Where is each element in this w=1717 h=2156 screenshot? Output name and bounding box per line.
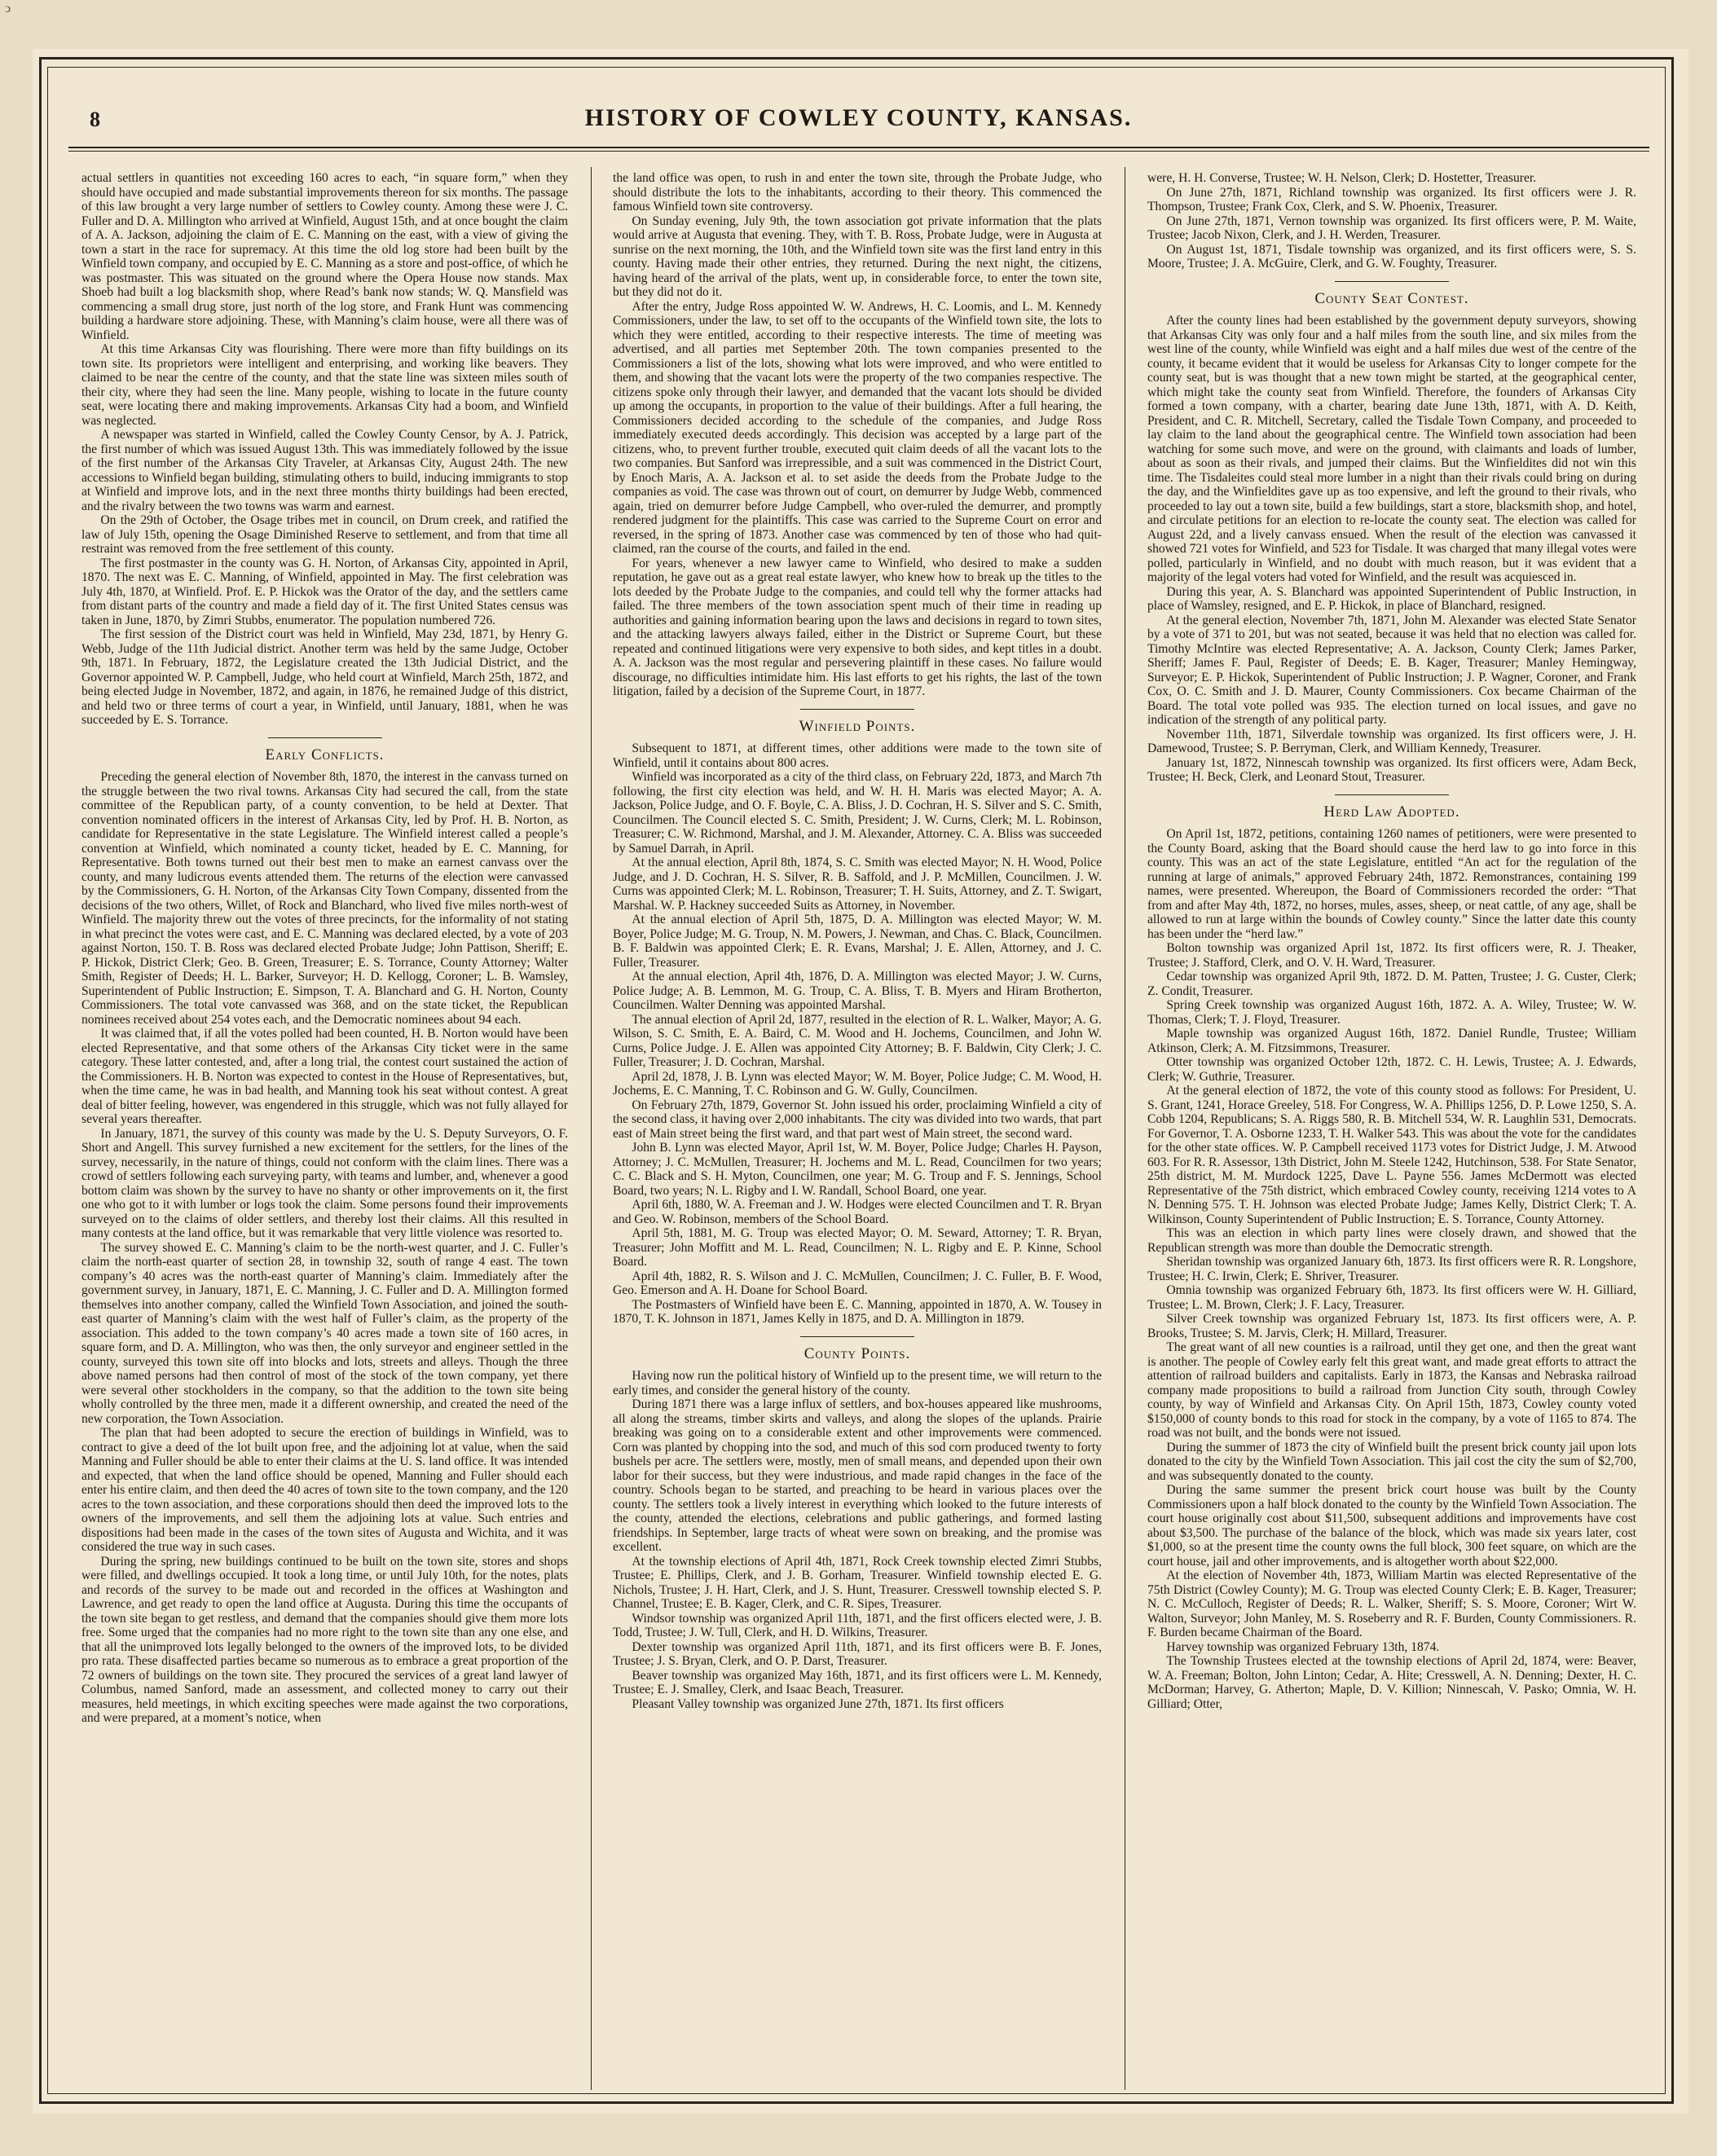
paragraph: At the general election of 1872, the vote of this county stood as follows: For President, U. S. Grant, 1241, Horace Greeley, 518. For Congress, W. A. Phillips 1256, D. P. Lowe 1250, S. A. Cobb 1204, Republicans; S. A. Riggs 580, R. B. Mitchell 534, W. R. Laughlin 531, Democrats. For Governor, T. A. Osborne 1233, T. H. Walker 543. This was about the vote for the candidates for the other state offices. W. P. Campbell received 1173 votes for District Judge, J. M. Atwood 603. For R. R. Assessor, 13th District, John M. Steele 1242, Hutchinson, 538. For State Senator, 25th district, M. M. Murdock 1225, Dave L. Payne 556. James McDermott was elected Representative of the 75th district, which embraced Cowley county, receiving 1214 votes to A N. Denning 575. T. H. Johnson was elected Probate Judge; James Kelly, District Clerk; T. A. Wilkinson, County Superintendent of Public Instruction; E. S. Torrance, County Attorney. bbox=[1147, 1084, 1636, 1226]
paragraph: Windsor township was organized April 11th, 1871, and the first officers elected were, J. B. Todd, Trustee; J. W. Tull, Clerk, and H. D. Wilkins, Treasurer. bbox=[613, 1611, 1102, 1639]
paragraph: At the election of November 4th, 1873, William Martin was elected Representative of the 75th District (Cowley County); M. G. Troup was elected County Clerk; E. B. Kager, Treasurer; N. C. McCulloch, Register of Deeds; R. L. Walker, Sheriff; S. S. Moore, Coroner; Wirt W. Walton, Surveyor; John Manley, M. S. Roseberry and R. F. Burden, County Commissioners. R. F. Burden became Chairman of the Board. bbox=[1147, 1569, 1636, 1639]
header-rule-thin bbox=[68, 151, 1649, 152]
section-heading: Early Conflicts. bbox=[265, 746, 385, 763]
paragraph: During the same summer the present brick court house was built by the County Commissioners upon a half block donated to the county by the Winfield Town Association. The court house originally cost about $11,500, subsequent additions and improvements have cost about $3,500. The purchase of the balance of the block, which was made six years later, cost $1,000, so at the present time the county owns the full block, 300 feet square, on which are the court house, jail and other improvements, and is altogether worth about $22,000. bbox=[1147, 1483, 1636, 1569]
paragraph: After the county lines had been established by the government deputy surveyors, showing that Arkansas City was only four and a half miles from the south line, and six miles from the west line of the county, while Winfield was eight and a half miles due west of the centre of the county, it became evident that it would be useless for Arkansas City to longer compete for the county seat, but is was thought that a new town might be started, at the geographical center, which might take the county seat from Winfield. Therefore, the founders of Arkansas City formed a town company, with a charter, bearing date June 13th, 1871, with A. D. Keith, President, and C. R. Mitchell, Secretary, called the Tisdale Town Company, and proceeded to lay claim to the land about the geographical centre. The Winfield town association had been watching for some such move, and were on the ground, with claimants and loads of lumber, about as soon as their rivals, and jumped their claims. But the Winfieldites did not win this time. The Tisdaleites could steal more lumber in a night than their rivals could bring on during the day, and the Winfieldites gave up as too expensive, and left the ground to their rivals, who proceeded to lay out a town site, build a few buildings, start a store, blacksmith shop, and hotel, and circulate petitions for an election to re-locate the county seat. The election was called for August 22d, and a lively canvass ensued. When the result of the election was canvassed it showed 721 votes for Winfield, and 523 for Tisdale. It was charged that many illegal votes were polled, particularly in Winfield, and no doubt with much reason, but it was evident that a majority of the legal voters had voted for Winfield, and the result was acquiesced in. bbox=[1147, 314, 1636, 584]
page-title: HISTORY OF COWLEY COUNTY, KANSAS. bbox=[584, 104, 1133, 131]
paragraph: actual settlers in quantities not exceeding 160 acres to each, “in square form,” when they should have occupied and made substantial improvements thereon for six months. The passage of this law brought a very large number of settlers to Cowley county. Among these were J. C. Fuller and D. A. Millington who arrived at Winfield, August 15th, and at once bought the claim of A. A. Jackson, adjoining the claim of E. C. Manning on the east, with a view of giving the town a start in the race for supremacy. At this time the old log store had been built by the Winfield town company, and occupied by E. C. Manning as a store and post-office, of which he was postmaster. This was situated on the ground where the Opera House now stands. Max Shoeb had built a log blacksmith shop, where Read’s bank now stands; W. Q. Mansfield was commencing a small drug store, just north of the log store, and Frank Hunt was commencing building a hardware store adjoining. These, with Manning’s claim house, were all there was of Winfield. bbox=[81, 171, 568, 342]
paragraph: Subsequent to 1871, at different times, other additions were made to the town site of Winfield, until it contains about 800 acres. bbox=[613, 741, 1102, 770]
paragraph: Winfield was incorporated as a city of the third class, on February 22d, 1873, and March 7th following, the first city election was held, and W. H. H. Maris was elected Mayor; A. A. Jackson, Police Judge, and O. F. Boyle, C. A. Bliss, J. D. Cochran, H. S. Silver and S. C. Smith, Councilmen. The Council elected S. C. Smith, President; J. W. Curns, Clerk; M. L. Robinson, Treasurer; C. W. Richmond, Marshal, and J. M. Alexander, Attorney. C. A. Bliss was succeeded by Samuel Darrah, in April. bbox=[613, 770, 1102, 856]
paragraph: Pleasant Valley township was organized June 27th, 1871. Its first officers bbox=[632, 1696, 1004, 1711]
section-rule bbox=[800, 1336, 914, 1337]
paragraph: A newspaper was started in Winfield, called the Cowley County Censor, by A. J. Patrick, the first number of which was issued August 13th. This was immediately followed by the issue of the first number of the Arkansas City Traveler, at Arkansas City, August 24th. The new accessions to Winfield began building, stimulating others to build, inducing immigrants to stop at Winfield and improve lots, and in the next three months thirty buildings had been erected, and the rivalry between the two towns was warm and earnest. bbox=[81, 428, 568, 513]
paragraph: On the 29th of October, the Osage tribes met in council, on Drum creek, and ratified the law of July 15th, opening the Osage Diminished Reserve to settlement, and from that time all restraint was removed from the free settlement of this county. bbox=[81, 513, 568, 556]
paragraph: The annual election of April 2d, 1877, resulted in the election of R. L. Walker, Mayor; A. G. Wilson, S. C. Smith, E. A. Baird, C. M. Wood and H. Jochems, Councilmen, and John W. Curns, Police Judge. J. E. Allen was appointed City Attorney; B. F. Baldwin, City Clerk; J. C. Fuller, Treasurer; J. D. Cochran, Marshal. bbox=[613, 1012, 1102, 1069]
paragraph: Preceding the general election of November 8th, 1870, the interest in the canvass turned on the struggle between the two rival towns. Arkansas City had secured the call, from the state committee of the Republican party, of a county convention, to be held at Dexter. That convention nominated officers in the interest of Arkansas City, led by Prof. H. B. Norton, as candidate for Representative in the state Legislature. The Winfield interest called a people’s convention at Winfield, which nominated a county ticket, headed by E. C. Manning, for Representative. Both towns turned out their best men to make an earnest canvass over the county, and many ludicrous events attended them. The returns of the election were canvassed by the Commissioners, G. H. Norton, of the Arkansas City Town Company, dissented from the decisions of the two others, Willet, of Rock and Blanchard, who lived five miles north-west of Winfield. The majority threw out the votes of three precincts, for the informality of not stating in what precinct the votes were cast, and E. C. Manning was declared elected, by a vote of 203 against Norton, 150. T. B. Ross was declared elected Probate Judge; John Pattison, Sheriff; E. P. Hickok, District Clerk; Geo. B. Green, Treasurer; E. S. Torrance, County Attorney; Walter Smith, Register of Deeds; H. L. Barker, Surveyor; H. D. Kellogg, Coroner; L. B. Wamsley, Superintendent of Public Instruction; E. Simpson, T. A. Blanchard and G. H. Norton, County Commissioners. The total vote canvassed was 368, and on the state ticket, the Republican nominees received about 254 votes each, and the Democratic nominees about 94 each. bbox=[81, 770, 568, 1027]
section-heading: County Seat Contest. bbox=[1314, 289, 1469, 307]
section-heading: Herd Law Adopted. bbox=[1323, 803, 1460, 821]
paragraph: During 1871 there was a large influx of settlers, and box-houses appeared like mushrooms, all along the streams, timber skirts and valleys, and along the slopes of the uplands. Prairie breaking was going on to a considerable extent and other improvements were commenced. Corn was planted by chopping into the sod, and much of this sod corn produced twenty to forty bushels per acre. The settlers were, mostly, men of small means, and depended upon their own labor for their success, but they were industrious, and made rapid changes in the face of the country. Schools began to be started, and preaching to be heard in various places over the county. The settlers took a lively interest in everything which looked to the future interests of the county, attended the elections, celebrations and public gatherings, and formed lasting friendships. In September, large tracts of wheat were sown on breaking, and the promise was excellent. bbox=[613, 1397, 1102, 1554]
paragraph: The Township Trustees elected at the township elections of April 2d, 1874, were: Beaver, W. A. Freeman; Bolton, John Linton; Cedar, A. Hite; Cresswell, A. N. Denning; Dexter, H. C. McDorman; Harvey, G. Atherton; Maple, D. V. Killion; Ninnescah, V. Pasko; Omnia, W. H. Gilliard; Otter, bbox=[1147, 1654, 1636, 1711]
paragraph: It was claimed that, if all the votes polled had been counted, H. B. Norton would have been elected Representative, and that some others of the Arkansas City ticket were in the same category. These latter contested, and, after a long trial, the contest court sustained the action of the Commissioners. H. B. Norton was expected to contest in the House of Representatives, but, when the time came, he was in bad health, and Manning took his seat without contest. A great deal of bitter feeling, however, was engendered in this struggle, which was not fully allayed for several years thereafter. bbox=[81, 1027, 568, 1126]
paragraph: For years, whenever a new lawyer came to Winfield, who desired to make a sudden reputation, he gave out as a great real estate lawyer, who knew how to break up the titles to the lots deeded by the Probate Judge to the companies, and could tell why the former attacks had failed. The three members of the town association spent much of their time in reading up authorities and gaining information bearing upon the laws and decisions in regard to town sites, and the attacking lawyers always failed, either in the District or Supreme Court, but these repeated and continued litigations were very expensive to both sides, and kept titles in a doubt. A. A. Jackson was the most regular and persevering plaintiff in these cases. No failure would discourage, no difficulties intimidate him. His last efforts to get his rights, the last of the town litigation, failed by a decision of the Supreme Court, in 1877. bbox=[613, 556, 1102, 698]
paragraph: Having now run the political history of Winfield up to the present time, we will return to the early times, and consider the general history of the county. bbox=[613, 1369, 1102, 1397]
section-rule bbox=[800, 709, 914, 710]
paragraph: On June 27th, 1871, Vernon township was organized. Its first officers were, P. M. Waite, Trustee; Jacob Nixon, Clerk, and J. H. Werden, Treasurer. bbox=[1147, 213, 1636, 242]
paragraph: November 11th, 1871, Silverdale township was organized. Its first officers were, J. H. Damewood, Trustee; S. P. Berryman, Clerk, and William Kennedy, Treasurer. bbox=[1147, 727, 1636, 755]
paragraph: Omnia township was organized February 6th, 1873. Its first officers were W. H. Gilliard, Trustee; L. M. Brown, Clerk; J. F. Lacy, Treasurer. bbox=[1147, 1283, 1636, 1312]
paragraph: On April 1st, 1872, petitions, containing 1260 names of petitioners, were were presented to the County Board, asking that the Board should cause the herd law to go into force in this county. This was an act of the state Legislature, entitled “An act for the regulation of the running at large of animals,” approved February 24th, 1872. Remonstrances, containing 199 names, were presented. Whereupon, the Board of Commissioners recorded the order: “That from and after May 4th, 1872, no horses, mules, asses, sheep, or neat cattle, of any age, shall be allowed to run at large within the bounds of Cowley county.” Since the latter date this county has been under the “herd law.” bbox=[1147, 827, 1636, 941]
paragraph: Harvey township was organized February 13th, 1874. bbox=[1166, 1639, 1440, 1654]
paragraph: Bolton township was organized April 1st, 1872. Its first officers were, R. J. Theaker, Trustee; J. Stafford, Clerk, and O. V. H. Ward, Treasurer. bbox=[1147, 941, 1636, 970]
paragraph: were, H. H. Converse, Trustee; W. H. Nelson, Clerk; D. Hostetter, Treasurer. bbox=[1147, 171, 1537, 185]
paragraph: Silver Creek township was organized February 1st, 1873. Its first officers were, A. P. Brooks, Trustee; S. M. Jarvis, Clerk; H. Millard, Treasurer. bbox=[1147, 1312, 1636, 1340]
paragraph: This was an election in which party lines were closely drawn, and showed that the Republican strength was more than double the Democratic strength. bbox=[1147, 1226, 1636, 1255]
paragraph: Beaver township was organized May 16th, 1871, and its first officers were L. M. Kennedy, Trustee; E. J. Smalley, Clerk, and Isaac Beach, Treasurer. bbox=[613, 1668, 1102, 1696]
paragraph: On Sunday evening, July 9th, the town association got private information that the plats would arrive at Augusta that evening. They, with T. B. Ross, Probate Judge, were in Augusta at sunrise on the next morning, the 10th, and the Winfield town site was the first land entry in this county. Having made their other entries, they returned. During the next night, the citizens, having heard of the arrival of the plats, went up, in considerable force, to enter the town site, but they did not do it. bbox=[613, 213, 1102, 299]
section-heading: County Points. bbox=[803, 1344, 911, 1362]
section-rule bbox=[268, 737, 382, 738]
text-column-middle bbox=[613, 171, 1102, 2086]
paragraph: In January, 1871, the survey of this county was made by the U. S. Deputy Surveyors, O. F. Short and Angell. This survey furnished a new excitement for the settlers, for the lines of the survey, necessarily, in the nature of things, could not conform with the claim lines. There was a crowd of settlers following each surveying party, with teams and lumber, and, whenever a good bottom claim was shown by the survey to have no shanty or other improvements on it, the first one who got to it with lumber or logs took the claim. Some persons found their improvements surveyed on to the claims of older settlers, and thereby lost their claims. All this resulted in many contests at the land office, but it was remarkable that very little violence was resorted to. bbox=[81, 1126, 568, 1240]
paragraph: April 6th, 1880, W. A. Freeman and J. W. Hodges were elected Councilmen and T. R. Bryan and Geo. W. Robinson, members of the School Board. bbox=[613, 1198, 1102, 1226]
paragraph: Otter township was organized October 12th, 1872. C. H. Lewis, Trustee; A. J. Edwards, Clerk; W. Guthrie, Treasurer. bbox=[1147, 1055, 1636, 1084]
section-heading: Winfield Points. bbox=[799, 717, 916, 735]
paragraph: The Postmasters of Winfield have been E. C. Manning, appointed in 1870, A. W. Tousey in 1870, T. K. Johnson in 1871, James Kelly in 1875, and D. A. Millington in 1879. bbox=[613, 1297, 1102, 1326]
paragraph: On June 27th, 1871, Richland township was organized. Its first officers were J. R. Thompson, Trustee; Frank Cox, Clerk, and S. W. Phoenix, Treasurer. bbox=[1147, 185, 1636, 213]
paragraph: At the annual election, April 4th, 1876, D. A. Millington was elected Mayor; J. W. Curns, Police Judge; A. B. Lemmon, M. G. Troup, C. A. Bliss, T. B. Myers and Hiram Brotherton, Councilmen. Walter Denning was appointed Marshal. bbox=[613, 970, 1102, 1012]
paragraph: John B. Lynn was elected Mayor, April 1st, W. M. Boyer, Police Judge; Charles H. Payson, Attorney; J. C. McMullen, Treasurer; H. Jochems and M. L. Read, Councilmen for two years; C. C. Black and S. H. Myton, Councilmen, one year; M. G. Troup and F. S. Jennings, School Board, two years; N. L. Rigby and I. W. Randall, School Board, one year. bbox=[613, 1141, 1102, 1198]
paragraph: After the entry, Judge Ross appointed W. W. Andrews, H. C. Loomis, and L. M. Kennedy Commissioners, under the law, to set off to the occupants of the Winfield town site, the lots to which they were entitled, according to their respective interests. The time of meeting was advertised, and all parties met September 20th. The town companies presented to the Commissioners a list of the lots, showing what lots were improved, and who were entitled to them, and showing that the vacant lots were the property of the two companies respective. The citizens spoke only through their lawyer, and demanded that the vacant lots should be divided up among the occupants, in proportion to the value of their buildings. After a full hearing, the Commissioners decided according to the schedule of the companies, and Judge Ross immediately executed deeds accordingly. This decision was accepted by a large part of the citizens, who, to prevent further trouble, executed quit claim deeds of all the vacant lots to the two companies. But Sanford was irrepressible, and a suit was commenced in the District Court, by Enoch Maris, A. A. Jackson et al. to set aside the deeds from the Probate Judge to the companies as void. The case was thrown out of court, on demurrer by Judge Webb, commenced again, tried on demurrer before Judge Campbell, who over-ruled the demurrer, and promptly rendered judgment for the plaintiffs. This case was carried to the Supreme Court on error and reversed, in the spring of 1873. Another case was commenced by ten of those who had quit-claimed, ran the course of the courts, and failed in the end. bbox=[613, 299, 1102, 556]
section-rule bbox=[1335, 281, 1449, 282]
paragraph: April 4th, 1882, R. S. Wilson and J. C. McMullen, Councilmen; J. C. Fuller, B. F. Wood, Geo. Emerson and A. H. Doane for School Board. bbox=[613, 1269, 1102, 1297]
paragraph: On August 1st, 1871, Tisdale township was organized, and its first officers were, S. S. Moore, Trustee; J. A. McGuire, Clerk, and G. W. Foughty, Treasurer. bbox=[1147, 242, 1636, 271]
page-number: 8 bbox=[90, 108, 100, 131]
paragraph: During this year, A. S. Blanchard was appointed Superintendent of Public Instruction, in place of Wamsley, resigned, and E. P. Hickok, in place of Blanchard, resigned. bbox=[1147, 584, 1636, 613]
paragraph: During the spring, new buildings continued to be built on the town site, stores and shops were filled, and dwellings occupied. It took a long time, or until July 10th, for the notes, plats and records of the survey to be made out and recorded in the offices at Washington and Lawrence, and get ready to open the land office at Augusta. During this time the occupants of the town site began to get restless, and demand that the companies should give them more lots free. Some urged that the companies had no more right to the town site than any one else, and that all the unimproved lots legally belonged to the owners of the improved lots, to be divided pro rata. These disaffected parties became so numerous as to embrace a great proportion of the 72 owners of buildings on the town site. They procured the services of a great land lawyer of Columbus, named Sanford, made an assessment, and collected money to carry out their measures, held meetings, in which exciting speeches were made against the two corporations, and were prepared, at a moment’s notice, when bbox=[81, 1554, 568, 1725]
paragraph: Sheridan township was organized January 6th, 1873. Its first officers were R. R. Longshore, Trustee; H. C. Irwin, Clerk; E. Shriver, Treasurer. bbox=[1147, 1255, 1636, 1283]
paragraph: Spring Creek township was organized August 16th, 1872. A. A. Wiley, Trustee; W. W. Thomas, Clerk; T. J. Floyd, Treasurer. bbox=[1147, 998, 1636, 1027]
paragraph: the land office was open, to rush in and enter the town site, through the Probate Judge, who should distribute the lots to the inhabitants, according to their theory. This commenced the famous Winfield town site controversy. bbox=[613, 171, 1102, 213]
paragraph: April 2d, 1878, J. B. Lynn was elected Mayor; W. M. Boyer, Police Judge; C. M. Wood, H. Jochems, E. C. Manning, T. C. Robinson and G. W. Gully, Councilmen. bbox=[613, 1069, 1102, 1098]
text-column-right bbox=[1147, 171, 1636, 2086]
corner-mark: ↄ bbox=[5, 2, 11, 15]
paragraph: The first postmaster in the county was G. H. Norton, of Arkansas City, appointed in April, 1870. The next was E. C. Manning, of Winfield, appointed in May. The first celebration was July 4th, 1870, at Winfield. Prof. E. P. Hickok was the Orator of the day, and the settlers came from distant parts of the country and made a field day of it. The first United States census was taken in June, 1870, by Zimri Stubbs, enumerator. The population numbered 726. bbox=[81, 556, 568, 627]
paragraph: During the summer of 1873 the city of Winfield built the present brick county jail upon lots donated to the city by the Winfield Town Association. This jail cost the city the sum of $2,700, and was subsequently donated to the county. bbox=[1147, 1440, 1636, 1483]
paragraph: At this time Arkansas City was flourishing. There were more than fifty buildings on its town site. Its proprietors were intelligent and enterprising, and working like beavers. They claimed to be near the centre of the county, and that the state line was sixteen miles south of their city, where they had seen the line. Many people, wishing to locate in the future county seat, were locating there and making improvements. Arkansas City had a boom, and Winfield was neglected. bbox=[81, 342, 568, 428]
paragraph: The first session of the District court was held in Winfield, May 23d, 1871, by Henry G. Webb, Judge of the 11th Judicial district. Another term was held by the same Judge, October 9th, 1871. In February, 1872, the Legislature created the 13th Judicial District, and the Governor appointed W. P. Campbell, Judge, who held court at Winfield, March 25th, 1872, and being elected Judge in November, 1872, and again, in 1876, he remained Judge of this district, and held two or three terms of court a year, in Winfield, until January, 1881, when he was succeeded by E. S. Torrance. bbox=[81, 627, 568, 727]
paragraph: The survey showed E. C. Manning’s claim to be the north-west quarter, and J. C. Fuller’s claim the north-east quarter of section 28, in township 32, south of range 4 east. The town company’s 40 acres was the north-east quarter of Manning’s claim. Immediately after the government survey, in January, 1871, E. C. Manning, J. C. Fuller and D. A. Millington formed themselves into another company, called the Winfield Town Association, and joined the south-east quarter of Manning’s claim with the west half of Fuller’s claim, as the property of the association. This added to the town company’s 40 acres made a town site of 160 acres, in square form, and D. A. Millington, who was then, the only surveyor and engineer settled in the county, surveyed this town site off into blocks and lots, streets and alleys. Though the three above named persons had then control of most of the stock of the town company, yet there were several other stockholders in the company, so that the addition to the town site being wholly controlled by the three men, made it a different ownership, and created the need of the new corporation, the Town Association. bbox=[81, 1240, 568, 1426]
header-rule bbox=[68, 147, 1649, 148]
paragraph: At the general election, November 7th, 1871, John M. Alexander was elected State Senator by a vote of 371 to 201, but was not seated, because it was held that no election was called for. Timothy McIntire was elected Representative; A. A. Jackson, County Clerk; James Parker, Sheriff; James F. Paul, Register of Deeds; E. B. Kager, Treasurer; Manley Hemingway, Surveyor; E. P. Hickok, Superintendent of Public Instruction; J. P. Wagner, Coroner, and Frank Cox, O. C. Smith and J. D. Maurer, County Commissioners. Cox became Chairman of the Board. The total vote polled was 935. The election turned on local issues, and gave no indication of the strength of any political party. bbox=[1147, 613, 1636, 727]
paragraph: At the annual election of April 5th, 1875, D. A. Millington was elected Mayor; W. M. Boyer, Police Judge; M. G. Troup, N. M. Powers, J. Newman, and Chas. C. Black, Councilmen. B. F. Baldwin was appointed Clerk; E. R. Evans, Marshal; J. E. Allen, Attorney, and J. C. Fuller, Treasurer. bbox=[613, 913, 1102, 970]
paragraph: Cedar township was organized April 9th, 1872. D. M. Patten, Trustee; J. G. Custer, Clerk; Z. Condit, Treasurer. bbox=[1147, 970, 1636, 998]
paragraph: On February 27th, 1879, Governor St. John issued his order, proclaiming Winfield a city of the second class, it having over 2,000 inhabitants. The city was divided into two wards, that part east of Main street being the first ward, and that part west of Main street, the second ward. bbox=[613, 1098, 1102, 1141]
paragraph: The plan that had been adopted to secure the erection of buildings in Winfield, was to contract to give a deed of the lot built upon free, and the adjoining lot at value, when the said Manning and Fuller should be able to enter their claims at the U. S. land office. It was intended and expected, that when the land office should be opened, Manning and Fuller should each enter his entire claim, and then deed the 40 acres of town site to the town company, and the 120 acres to the town association, and these corporations should then deed the improved lots to the owners of the improvements, and sell them the adjoining lots at value. Such entries and dispositions had been made in the cases of the town sites of Augusta and Wichita, and it was considered the true way in such cases. bbox=[81, 1426, 568, 1554]
paragraph: At the annual election, April 8th, 1874, S. C. Smith was elected Mayor; N. H. Wood, Police Judge, and J. D. Cochran, H. S. Silver, R. B. Saffold, and J. P. McMillen, Councilmen. J. W. Curns was appointed Clerk; M. L. Robinson, Treasurer; T. H. Suits, Attorney, and Z. T. Swigart, Marshal. W. P. Hackney succeeded Suits as Attorney, in November. bbox=[613, 856, 1102, 913]
section-rule bbox=[1335, 794, 1449, 795]
paragraph: The great want of all new counties is a railroad, until they get one, and then the great want is another. The people of Cowley early felt this great want, and made great efforts to attract the attention of railroad builders and capitalists. Early in 1873, the Kansas and Nebraska railroad company made propositions to build a railroad from Junction City south, through Cowley county, by way of Winfield and Arkansas City. On April 15th, 1873, Cowley county voted $150,000 of county bonds to this road for stock in the company, by a vote of 1165 to 874. The road was not built, and the bonds were not issued. bbox=[1147, 1340, 1636, 1440]
paragraph: Dexter township was organized April 11th, 1871, and its first officers were B. F. Jones, Trustee; J. S. Bryan, Clerk, and O. P. Darst, Treasurer. bbox=[613, 1639, 1102, 1668]
paragraph: April 5th, 1881, M. G. Troup was elected Mayor; O. M. Seward, Attorney; T. R. Bryan, Treasurer; John Moffitt and M. L. Read, Councilmen; N. L. Rigby and E. P. Kinne, School Board. bbox=[613, 1226, 1102, 1269]
paragraph: January 1st, 1872, Ninnescah township was organized. Its first officers were, Adam Beck, Trustee; H. Beck, Clerk, and Leonard Stout, Treasurer. bbox=[1147, 755, 1636, 784]
paragraph: At the township elections of April 4th, 1871, Rock Creek township elected Zimri Stubbs, Trustee; E. Phillips, Clerk, and J. B. Gorham, Treasurer. Winfield township elected E. G. Nichols, Trustee; J. H. Hart, Clerk, and J. S. Hunt, Treasurer. Cresswell township elected S. P. Channel, Trustee; E. B. Kager, Clerk, and C. R. Sipes, Treasurer. bbox=[613, 1554, 1102, 1611]
column-divider bbox=[591, 167, 592, 2090]
paragraph: Maple township was organized August 16th, 1872. Daniel Rundle, Trustee; William Atkinson, Clerk; A. M. Fitzsimmons, Treasurer. bbox=[1147, 1027, 1636, 1055]
text-column-left bbox=[81, 171, 568, 2086]
